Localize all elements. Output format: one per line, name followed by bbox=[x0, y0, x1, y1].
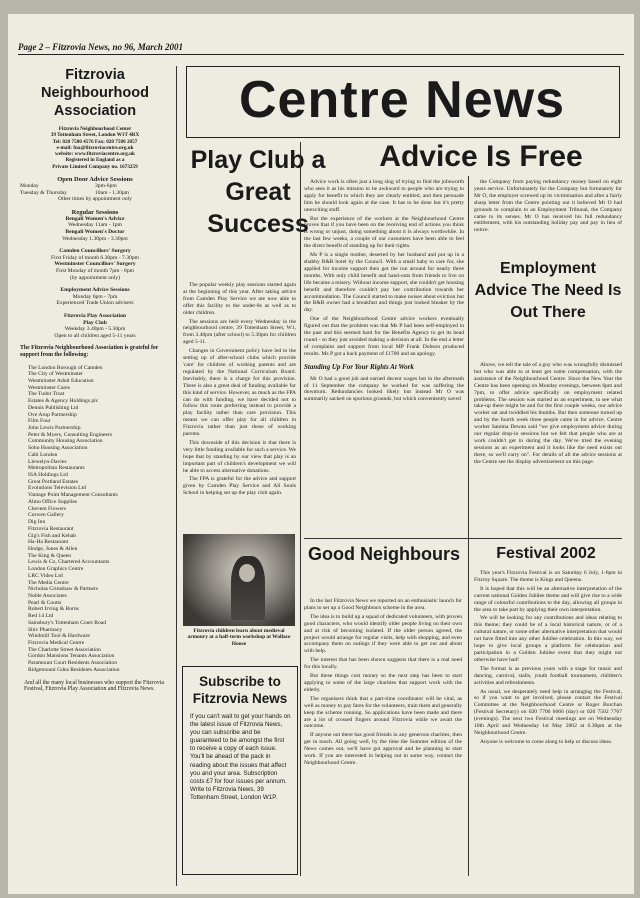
supporter-item: Great Portland Estates bbox=[28, 478, 79, 485]
supporter-item: Paramount Court Residents Association bbox=[28, 660, 118, 667]
supporter-item: Peter & Myers, Consulting Engineers bbox=[28, 431, 113, 438]
running-head: Page 2 – Fitzrovia News, no 96, March 2001 bbox=[18, 42, 184, 52]
session-day: Tuesday & Thursday bbox=[20, 189, 67, 196]
session-line: Bengali Women's Doctor bbox=[65, 229, 125, 236]
paragraph: But the experience of the workers at the Neighbourhood Centre proves that if you have been on the receiving end of actions you think is wrong or unjust, doing something about it is always worthwhile. In the last few weeks, a couple of our customers have been able to feel the direct benefit of standing up for their rights. bbox=[304, 215, 464, 250]
paragraph: As usual, we desperately need help in arranging the Festival, so if you want to get involved, please contact the Festival Committee at the Neighbourhood Centre or Roger Burchan (Festival Secretary) on 020 7700 6666 (day) or 020 7502 7767 (evenings). The next two Festival meetings are on Wednesday 10th April and Wednesday 1st May 2002 at 6.30pm at the Neighbourhood Centre. bbox=[474, 688, 622, 736]
supporter-item: Red 14 Ltd bbox=[28, 613, 54, 620]
supporter-item: LRC Video Ltd bbox=[28, 572, 63, 579]
session-line: Wednesday 1.30pm - 3.30pm bbox=[62, 235, 128, 242]
supporter-item: Nicholas Grimshaw & Partners bbox=[28, 586, 99, 593]
org-name: Fitzrovia Neighbourhood Association bbox=[41, 67, 149, 119]
supporter-item: Sainsbury's Tottenham Court Road bbox=[28, 619, 107, 626]
session-time: 3pm-6pm bbox=[95, 183, 117, 190]
session-line: Westminster Councillors' Surgery bbox=[54, 261, 136, 268]
advice-subhead: Standing Up For Your Rights At Work bbox=[304, 362, 414, 371]
supporter-item: The London Borough of Camden bbox=[28, 364, 103, 371]
session-line: (by appointment only) bbox=[69, 274, 121, 281]
paragraph: Ms P is a single mother, deserted by her husband and put up in a shabby B&B hotel by the Council. With a small baby to care for, she applied for income support then got the run around for nearly three months. With only child benefit and hand-outs from friends to live on life became a misery. Without income support, she couldn't get housing benefit and therefore couldn't pay her contribution towards her accommodation. The Council started to make noises about eviction but the B&B owner had a breakfast and things just looked bleaker by the day. bbox=[304, 252, 464, 314]
supporter-item: Noble Associates bbox=[28, 592, 67, 599]
open-door-times bbox=[20, 183, 170, 196]
paragraph: Changes in Government policy have led to the setting up of after-school clubs which provide 'care' for children of working parents and are regulated by the National Curriculum Board. Inevitably, there is a charge for this provision. There is also a great deal of funding available for this kind of service. However, as much as the FPA can do with funding, we have decided not to follow this route preferring instead to provide a play facility rather than care provision. This means we can offer play for all children in Fitzrovia rather than just those of working parents. bbox=[183, 348, 296, 438]
advice-body-col2 bbox=[474, 179, 622, 236]
supporter-item: London Graphics Centre bbox=[28, 566, 84, 573]
address-line: Tel: 020 7580 4576 Fax: 020 7580 2057 bbox=[52, 138, 138, 145]
supporter-item: Film Four bbox=[28, 418, 51, 425]
address-line: 39 Tottenham Street, London W1T 4RX bbox=[50, 132, 140, 139]
supporter-item: Community Housing Association bbox=[28, 438, 103, 445]
supporter-item: Dig Inn bbox=[28, 519, 46, 526]
address-line: Fitzrovia Neighbourhood Center bbox=[58, 126, 132, 132]
session-line: First Friday of month 6.30pm - 7.30pm bbox=[51, 254, 139, 261]
session-line: Experienced Trade Union advisers bbox=[56, 300, 134, 307]
supporter-item: Dennis Publishing Ltd bbox=[28, 404, 79, 411]
supporter-item: Fitzrovia Medical Centre bbox=[28, 640, 85, 647]
subscribe-box bbox=[182, 666, 298, 875]
closing-note: And all the many local businesses who support the Fitzrovia Festival, Fitzrovia Play Association and Fitzrovia News. bbox=[24, 679, 164, 693]
session-line: Monday 6pm - 7pm bbox=[72, 293, 118, 300]
grateful-statement: The Fitzrovia Neighbourhood Association is grateful for support from the following: bbox=[20, 345, 159, 358]
supporter-item: Ridgemount Gdns Residents Association bbox=[28, 666, 120, 673]
supporter-item: Gordon Mansions Tenants Association bbox=[28, 653, 115, 660]
supporter-item: Vantage Point Management Consultants bbox=[28, 492, 118, 499]
photo-face bbox=[239, 564, 255, 582]
paragraph: Anyone is welcome to come along to help or discuss ideas. bbox=[480, 738, 613, 745]
subscribe-title: Subscribe to Fitzrovia News bbox=[192, 674, 288, 706]
paragraph: The idea is to build up a squad of dedicated volunteers, with proven good characters, who would identify older people living on their own and at risk of becoming isolated. If the older person agreed, the project would arrange for regular visits, help with shopping, and even accompany them on outings if they were able to get out and about with help. bbox=[304, 613, 462, 655]
session-line: Weekday 3.40pm - 5.30pm bbox=[64, 326, 126, 333]
supporter-item: Shiv Pharmacy bbox=[28, 626, 63, 633]
session-day: Monday bbox=[20, 183, 39, 190]
supporter-item: The Tudor Trust bbox=[28, 391, 65, 398]
photo-caption: Fitzrovia children learn about medieval armoury at a half-term workshop at Wallace House bbox=[187, 628, 291, 647]
session-line: First Monday of month 7pm - 8pm bbox=[55, 268, 134, 275]
session-line: Camden Councillors' Surgery bbox=[59, 248, 131, 255]
supporter-item: Chevem Flowers bbox=[28, 505, 67, 512]
supporters-list bbox=[20, 365, 170, 674]
session-line: Open to all children aged 5-11 years bbox=[54, 332, 136, 339]
paragraph: Mr O had a good job and earned decent wages but in the aftermath of 11 September the company he worked for was suffering the downturn. Redundancies looked likely but instead Mr O was summarily sacked on spurious grounds, but which conveniently saved bbox=[304, 375, 464, 403]
supporter-item: ISA Holdings Ltd bbox=[28, 472, 68, 479]
session-line: Wednesday 11am - 1pm bbox=[68, 222, 122, 229]
paragraph: But these things cost money so the next step has been to start applying to some of the large charities that support work with the elderly. bbox=[304, 673, 462, 693]
supporter-item: The Charlotte Street Association bbox=[28, 646, 101, 653]
advice-headline: Advice Is Free bbox=[379, 140, 583, 173]
supporter-item: Curwen Gallery bbox=[28, 512, 64, 519]
column-divider bbox=[176, 66, 177, 886]
address-line: website: www.fitzroviacentre.org.uk bbox=[55, 151, 135, 158]
paragraph: The popular weekly play sessions started again at the beginning of this year. After taking advice from Camden Play Service we are now able to offer this facility to the under-8s as well as to older children. bbox=[183, 282, 296, 316]
header-rule bbox=[18, 54, 624, 55]
masthead-title: Centre News bbox=[239, 71, 565, 129]
supporter-item: Fitzrovia Restaurant bbox=[28, 525, 74, 532]
paragraph: The organisers think that a part-time coordinator will be vital, as well as money to pay fares for the volunteers, train them and generally keep the scheme running. So applications have been made and there are a lot of crossed fingers around Fitzrovia while we await the outcome. bbox=[304, 695, 462, 730]
supporter-item: Almo Office Supplies bbox=[28, 498, 77, 505]
paragraph: It is hoped that this will be an alternative interpretation of the current national Golden Jubilee theme and will give rise to a wide range of colourful contributions to the day, allowing all groups in the area to take part by applying their own interpretation. bbox=[474, 585, 622, 613]
supporter-item: Hodge, Jones & Allen bbox=[28, 545, 78, 552]
supporter-item: Westminster Cares bbox=[28, 384, 70, 391]
supporter-item: The King & Queen bbox=[28, 552, 72, 559]
paragraph: Advice work is often just a long slog of trying to find the jobsworth who sees it as his mission to be awkward to people who are trying to apply for benefit to which they are clearly entitled, and then persuade him he should look again at the case. It has to be done but it's pretty unexciting stuff. bbox=[304, 179, 464, 213]
supporter-item: Robert Irving & Burns bbox=[28, 606, 79, 613]
supporter-item: Gig's Fish and Kebab bbox=[28, 532, 77, 539]
supporter-item: Lewis & Co, Chartered Accountants bbox=[28, 559, 110, 566]
supporter-item: Pearl & Coutts bbox=[28, 599, 62, 606]
session-time: 10am - 1.30pm bbox=[95, 189, 130, 196]
supporter-item: Evolutions Television Ltd bbox=[28, 485, 86, 492]
paragraph: Above, we tell the tale of a guy who was wrongfully dismissed but who was able to at least get some compensation, with the assistance of the Neighbourhood Centre. Since the New Year the Centre has been opening on Monday evenings, between 6pm and 7pm, to offer advice specifically on employment related problems. The session was started as an experiment, to see what take-up there might be and for the first couple weeks, our advice worker sat and twiddled his thumbs. But then someone turned up and by the fourth week three people came in for advice. Centre worker Sanima Dewan said "we give employment advice during our regular drop-in sessions but we felt that people who are at work couldn't get in during the day. We've tried the evening sessions as an experiment and it looks like the need exists out there, so we'll carry on". For details of all the advice sessions at the Centre see the display advertisement on this page. bbox=[474, 362, 622, 465]
supporter-item: Cabi London bbox=[28, 451, 58, 458]
address-line: e-mail: fna@fitzroviacentre.org.uk bbox=[56, 144, 134, 151]
supporter-item: Ha-Ha Restaurant bbox=[28, 539, 69, 546]
supporter-item: The Media Centre bbox=[28, 579, 69, 586]
supporter-item: Ove Arup Partnership bbox=[28, 411, 77, 418]
advice-body-col1 bbox=[304, 179, 464, 534]
supporter-item: Windmill Tool & Hardware bbox=[28, 633, 90, 640]
subscribe-body: If you can't wait to get your hands on the latest issue of Fitzrovia News, you can subscribe and be guaranteed to be amongst the first to receive a copy of each issue. You'll be ahead of the pack in reading about the issues that affect you and your area. Subscription costs £7 for four issues per annum. Write to Fitzrovia News, 39 Tottenham Street, London W1P. bbox=[190, 713, 291, 801]
session-line: Play Club bbox=[83, 319, 107, 326]
playclub-headline: Play Club a Great Success bbox=[190, 146, 326, 238]
neighbours-body bbox=[304, 598, 462, 888]
festival-headline: Festival 2002 bbox=[496, 545, 596, 562]
newspaper-page bbox=[8, 14, 634, 894]
open-door-note: Other times by appointment only bbox=[58, 196, 132, 203]
paragraph: If anyone out there has good friends in any generous charities, then get in touch. All going well, by the time the Summer edition of the News comes out, we'll have got approval and be planning to start work. If you are interested in helping out in some way, contact the Neighbourhood Centre. bbox=[304, 732, 462, 766]
paragraph: The FPA is grateful for the advice and support given by Camden Play Service and All Souls School in helping set up the play club again. bbox=[183, 476, 296, 497]
supporter-item: Metropolitan Restaurants bbox=[28, 465, 85, 472]
employment-body bbox=[474, 362, 622, 537]
festival-body bbox=[474, 570, 622, 888]
supporter-item: Llewelyn-Davies bbox=[28, 458, 67, 465]
supporter-item: John Lewis Partnership bbox=[28, 425, 81, 432]
employment-headline: Employment Advice The Need Is Out There bbox=[474, 260, 622, 321]
paragraph: The interest that has been shown suggests that there is a real need for this locally. bbox=[304, 657, 462, 671]
paragraph: the Company from paying redundancy money based on eight years service. Unfortunately for the Company but fortunately for Mr O, the employer screwed up its victimisation and after a fairly sharp letter from the Centre pointing out it believed Mr O had grounds to complain to an Employment Tribunal, the Company came to its senses. Mr O has received his full redundancy entitlement, with his outstanding holiday pay and pay in lieu of notice. bbox=[474, 179, 622, 234]
paragraph: This downside of this decision is that there is very little funding available for such a service. We hope that by standing by our view that play is an important part of children's development we will be able to access alternative donations. bbox=[183, 439, 296, 474]
neighbours-headline: Good Neighbours bbox=[308, 544, 460, 564]
address-line: Registered in England as a bbox=[65, 157, 125, 164]
supporter-item: The City of Westminster bbox=[28, 371, 83, 378]
paragraph: The sessions are held every Wednesday in the neighbourhood centre, 39 Tottenham Street, W1, from 3.40pm (after school) to 5.30pm for children aged 5-11. bbox=[183, 318, 296, 346]
supporter-item: Soho Housing Association bbox=[28, 445, 88, 452]
session-line: Employment Advice Sessions bbox=[60, 287, 130, 294]
regular-title: Regular Sessions bbox=[71, 208, 119, 216]
supporter-item: Westminster Adult Education bbox=[28, 377, 94, 384]
session-line: Fitzrovia Play Association bbox=[63, 312, 127, 319]
sidebar bbox=[20, 66, 170, 891]
playclub-body bbox=[183, 282, 296, 499]
column-divider bbox=[468, 176, 469, 876]
org-address bbox=[20, 126, 170, 170]
address-line: Private Limited Company no. 1673259 bbox=[52, 163, 138, 170]
paragraph: In the last Fitzrovia News we reported on an enthusiastic launch for plans to set up a Good Neighbours scheme in the area. bbox=[304, 598, 462, 611]
supporter-item: Estates & Agency Holdings plc bbox=[28, 398, 99, 405]
paragraph: The format is as previous years with a stage for music and dancing, carnival, stalls, youth football tournament, children's activities and refreshments. bbox=[474, 665, 622, 686]
session-line: Bengali Women's Advice bbox=[65, 215, 125, 222]
paragraph: One of the Neighbourhood Centre advice workers eventually figured out that the problem was that Ms P had been self-employed in the past and this seemed hard for the Benefits Agency to get its head round - so they just avoided making a decision at all. In the end a letter of complaint and support from local MP Frank Dobson produced results. Ms P got a back payment of £1700 and an apology. bbox=[304, 316, 464, 357]
paragraph: We will be looking for any contributions and ideas relating to this theme; they could be of a local historical nature, or of a cultural nature, or some other alternative interpretation that would not have fitted into any other Jubilee celebration. In this way, we hope to give local groups a platform for celebration and participation in a Golden Jubilee event that they might not otherwise have had! bbox=[474, 615, 622, 663]
armour-photo bbox=[183, 534, 295, 626]
column-divider bbox=[300, 142, 301, 876]
open-door-title: Open Door Advice Sessions bbox=[57, 176, 133, 184]
section-rule bbox=[304, 538, 622, 539]
paragraph: This year's Fitzrovia Festival is on Saturday 6 July, 1-6pm in Fitzroy Square. The theme is Kings and Queens. bbox=[474, 570, 622, 583]
